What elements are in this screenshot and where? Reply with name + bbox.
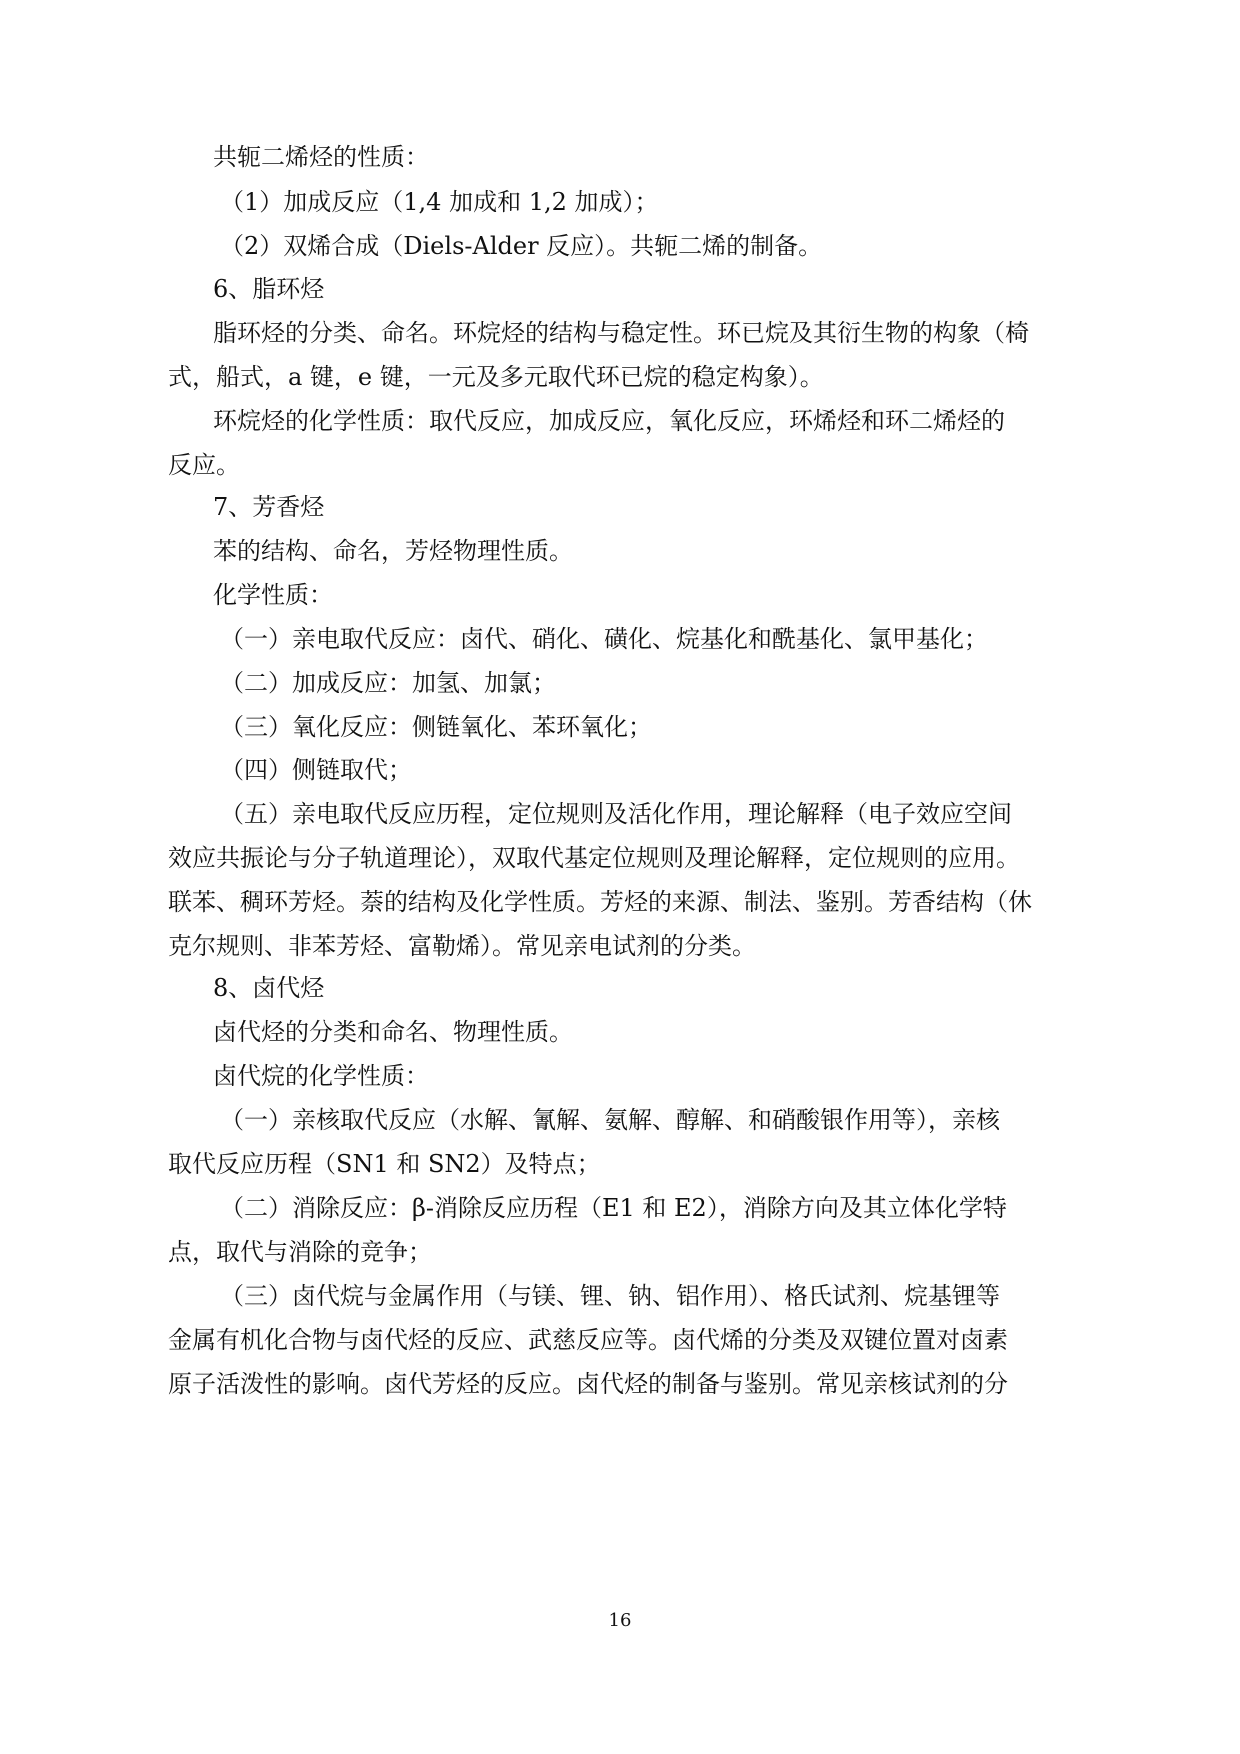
list-item: （二）加成反应：加氢、加氯；: [220, 669, 556, 697]
section-heading: 7、芳香烃: [213, 493, 325, 521]
paragraph-line: 苯的结构、命名，芳烃物理性质。: [213, 537, 573, 565]
paragraph-line: 脂环烃的分类、命名。环烷烃的结构与稳定性。环已烷及其衍生物的构象（椅: [213, 319, 1029, 347]
paragraph-line: 反应。: [168, 451, 240, 479]
paragraph-line: 环烷烃的化学性质：取代反应，加成反应，氧化反应，环烯烃和环二烯烃的: [213, 407, 1005, 435]
list-item: （三）氧化反应：侧链氧化、苯环氧化；: [220, 713, 652, 741]
paragraph-line: 取代反应历程（SN1 和 SN2）及特点；: [168, 1150, 601, 1178]
list-item: （一）亲电取代反应：卤代、硝化、磺化、烷基化和酰基化、氯甲基化；: [220, 625, 988, 653]
paragraph-line: 金属有机化合物与卤代烃的反应、武慈反应等。卤代烯的分类及双键位置对卤素: [168, 1326, 1008, 1354]
paragraph-line: 联苯、稠环芳烃。萘的结构及化学性质。芳烃的来源、制法、鉴别。芳香结构（休: [168, 888, 1032, 916]
paragraph-line: 点，取代与消除的竞争；: [168, 1238, 432, 1266]
paragraph-line: 式，船式，a 键，e 键，一元及多元取代环已烷的稳定构象）。: [168, 363, 824, 391]
list-item: （2）双烯合成（Diels-Alder 反应）。共轭二烯的制备。: [220, 232, 823, 260]
page-number: 16: [608, 1610, 632, 1631]
paragraph-line: 原子活泼性的影响。卤代芳烃的反应。卤代烃的制备与鉴别。常见亲核试剂的分: [168, 1370, 1008, 1398]
section-heading: 6、脂环烃: [213, 275, 325, 303]
paragraph-line: 共轭二烯烃的性质：: [213, 143, 429, 171]
list-item: （一）亲核取代反应（水解、氰解、氨解、醇解、和硝酸银作用等），亲核: [220, 1106, 1000, 1134]
list-item: （二）消除反应：β-消除反应历程（E1 和 E2），消除方向及其立体化学特: [220, 1194, 1007, 1222]
section-heading: 8、卤代烃: [213, 974, 325, 1002]
list-item: （1）加成反应（1,4 加成和 1,2 加成）；: [220, 188, 659, 216]
paragraph-line: 化学性质：: [213, 581, 333, 609]
paragraph-line: 效应共振论与分子轨道理论），双取代基定位规则及理论解释，定位规则的应用。: [168, 844, 1020, 872]
paragraph-line: 卤代烷的化学性质：: [213, 1062, 429, 1090]
list-item: （五）亲电取代反应历程，定位规则及活化作用，理论解释（电子效应空间: [220, 800, 1012, 828]
list-item: （三）卤代烷与金属作用（与镁、锂、钠、铝作用）、格氏试剂、烷基锂等: [220, 1282, 1000, 1310]
paragraph-line: 卤代烃的分类和命名、物理性质。: [213, 1018, 573, 1046]
list-item: （四）侧链取代；: [220, 756, 412, 784]
paragraph-line: 克尔规则、非苯芳烃、富勒烯）。常见亲电试剂的分类。: [168, 932, 756, 960]
